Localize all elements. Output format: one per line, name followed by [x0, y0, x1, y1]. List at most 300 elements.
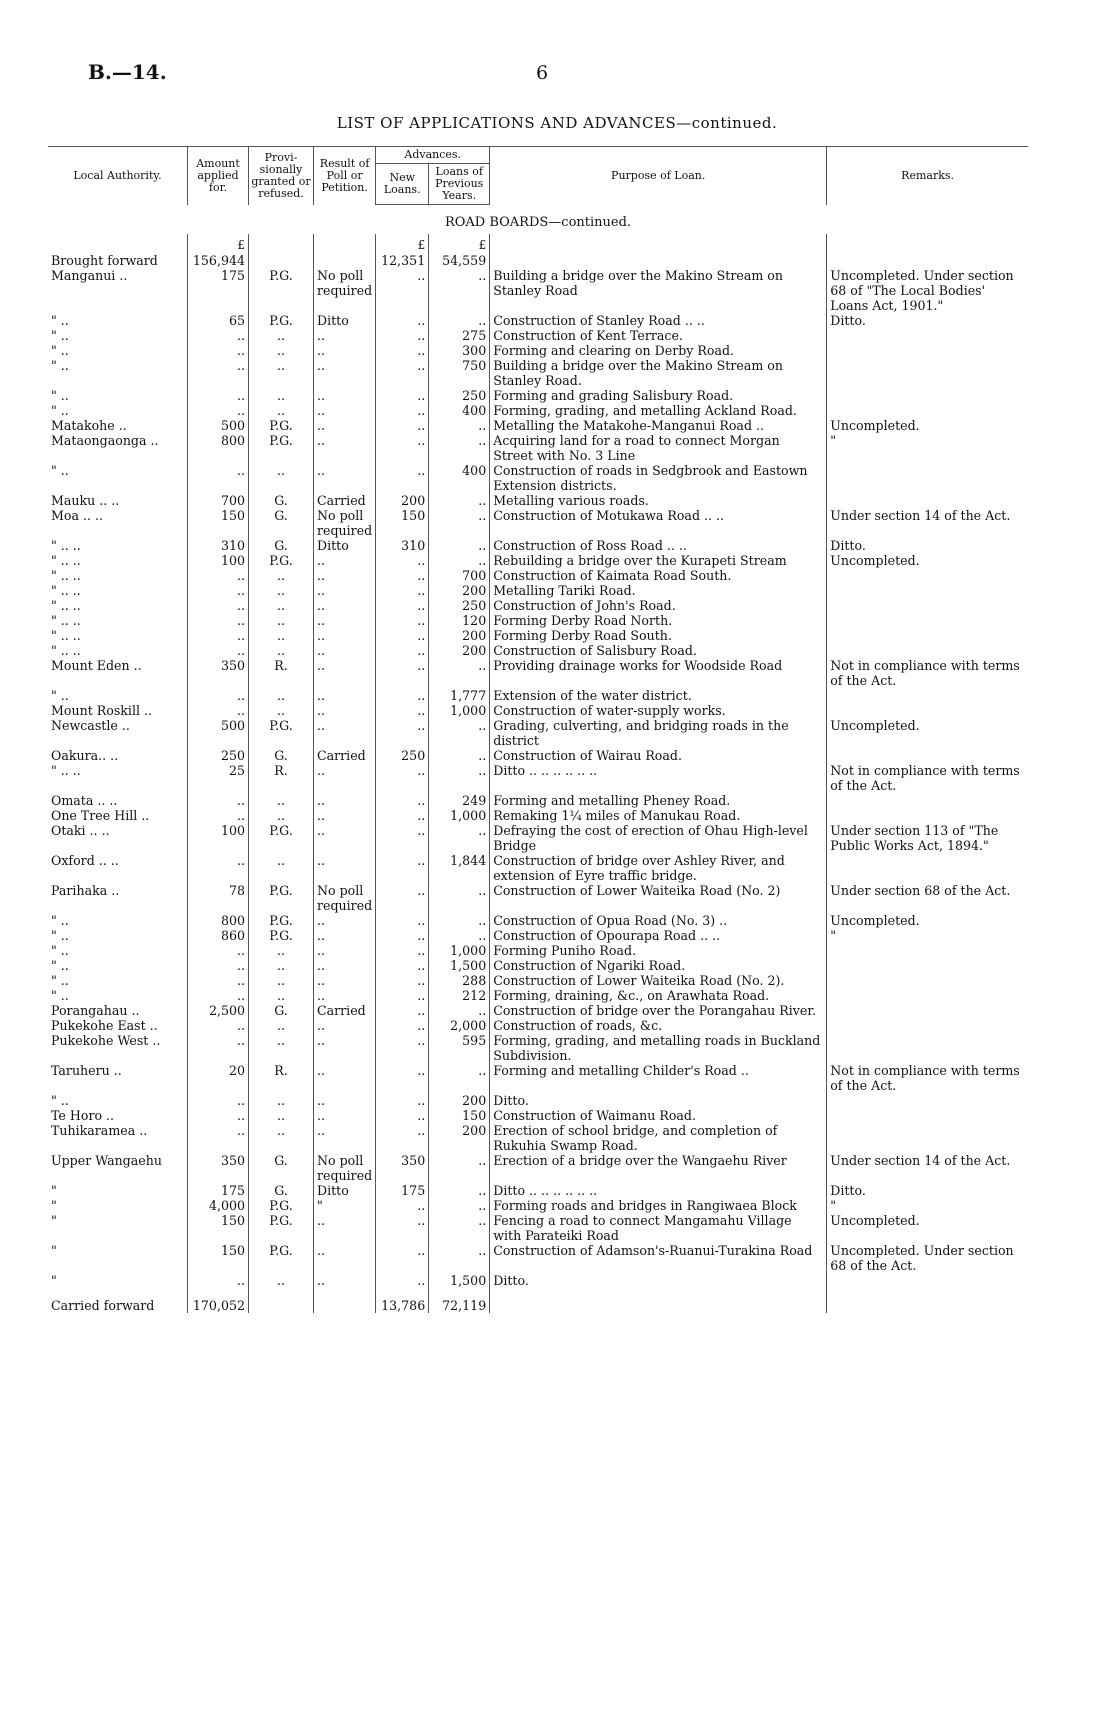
result-cell: ..: [314, 418, 376, 433]
remarks-cell: Ditto.: [830, 313, 866, 328]
purpose-cell: Construction of Kent Terrace.: [490, 328, 827, 343]
new-loans-cell: ..: [376, 1273, 429, 1288]
remarks-cell: [827, 688, 1028, 703]
new-loans-cell: ..: [376, 658, 429, 688]
authority-cell: " ..: [48, 403, 188, 418]
purpose-cell: Metalling various roads.: [490, 493, 827, 508]
purpose-cell: Forming and grading Salisbury Road.: [490, 388, 827, 403]
purpose-cell: Construction of Ross Road .. ..: [490, 538, 827, 553]
previous-loans-cell: 300: [429, 343, 490, 358]
section-heading: ROAD BOARDS—continued.: [444, 215, 632, 230]
remarks-cell: [827, 988, 1028, 1003]
amount-cell: ..: [188, 793, 249, 808]
previous-loans-cell: 1,500: [429, 1273, 490, 1288]
previous-loans-cell: 212: [429, 988, 490, 1003]
previous-loans-cell: ..: [429, 433, 490, 463]
purpose-cell: Ditto.: [490, 1273, 827, 1288]
purpose-cell: Construction of Opourapa Road .. ..: [490, 928, 827, 943]
provisional-cell: ..: [249, 1108, 314, 1123]
authority-cell: Taruheru ..: [48, 1063, 188, 1093]
provisional-cell: ..: [249, 688, 314, 703]
provisional-cell: ..: [249, 583, 314, 598]
provisional-cell: P.G.: [249, 313, 314, 328]
amount-cell: ..: [188, 808, 249, 823]
amount-cell: 25: [188, 763, 249, 793]
purpose-cell: Construction of water-supply works.: [490, 703, 827, 718]
amount-cell: 500: [188, 418, 249, 433]
table-row: [48, 1003, 1028, 1018]
previous-loans-cell: ..: [429, 418, 490, 433]
provisional-cell: P.G.: [249, 418, 314, 433]
authority-cell: " ..: [48, 313, 188, 328]
result-cell: ..: [314, 643, 376, 658]
purpose-cell: Forming, draining, &c., on Arawhata Road.: [490, 988, 827, 1003]
amount-cell: ..: [188, 358, 249, 388]
purpose-cell: Forming Derby Road North.: [490, 613, 827, 628]
new-loans-cell: ..: [376, 1018, 429, 1033]
remarks-cell: [827, 1273, 1028, 1288]
result-cell: ..: [314, 583, 376, 598]
purpose-cell: Construction of Salisbury Road.: [490, 643, 827, 658]
provisional-cell: ..: [249, 403, 314, 418]
carried-new-loans: 13,786: [376, 1288, 429, 1313]
remarks-cell: [827, 703, 1028, 718]
amount-cell: 150: [188, 1213, 249, 1243]
purpose-cell: Fencing a road to connect Mangamahu Village with Parateiki Road: [490, 1213, 827, 1243]
result-cell: ..: [314, 1018, 376, 1033]
new-loans-cell: ..: [376, 598, 429, 613]
remarks-cell: [827, 1108, 1028, 1123]
result-cell: ..: [314, 718, 376, 748]
purpose-cell: Construction of Opua Road (No. 3) ..: [490, 913, 827, 928]
previous-loans-cell: 200: [429, 583, 490, 598]
result-cell: ..: [314, 1213, 376, 1243]
provisional-cell: R.: [249, 763, 314, 793]
remarks-cell: [827, 253, 1028, 268]
purpose-cell: Forming Puniho Road.: [490, 943, 827, 958]
amount-cell: 700: [188, 493, 249, 508]
amount-cell: 800: [188, 913, 249, 928]
purpose-cell: Forming, grading, and metalling roads in Buckland Subdivision.: [490, 1033, 827, 1063]
table-row: [48, 718, 1028, 748]
authority-cell: " ..: [48, 988, 188, 1003]
provisional-cell: ..: [249, 358, 314, 388]
provisional-cell: ..: [249, 853, 314, 883]
result-cell: No poll required: [314, 1153, 376, 1183]
provisional-cell: P.G.: [249, 718, 314, 748]
remarks-cell: Not in compliance with terms of the Act.: [830, 763, 1020, 793]
new-loans-cell: 175: [376, 1183, 429, 1198]
purpose-cell: Providing drainage works for Woodside Road: [490, 658, 827, 688]
amount-cell: ..: [188, 1273, 249, 1288]
remarks-cell: Not in compliance with terms of the Act.: [830, 658, 1020, 688]
table-row: [48, 748, 1028, 763]
amount-cell: 65: [188, 313, 249, 328]
col-remarks: Remarks.: [827, 147, 1028, 205]
result-cell: ..: [314, 1093, 376, 1108]
result-cell: ..: [314, 1063, 376, 1093]
table-row: [48, 463, 1028, 493]
table-row: [48, 598, 1028, 613]
purpose-cell: Construction of Adamson's-Ruanui-Turakina Road: [490, 1243, 827, 1273]
amount-cell: ..: [188, 643, 249, 658]
remarks-cell: ": [830, 433, 837, 448]
purpose-cell: Construction of roads, &c.: [490, 1018, 827, 1033]
provisional-cell: ..: [249, 1123, 314, 1153]
remarks-cell: [827, 628, 1028, 643]
authority-cell: Brought forward: [48, 253, 188, 268]
table-row: [48, 958, 1028, 973]
new-loans-cell: ..: [376, 553, 429, 568]
purpose-cell: Acquiring land for a road to connect Morgan Street with No. 3 Line: [490, 433, 827, 463]
authority-cell: Te Horo ..: [48, 1108, 188, 1123]
result-cell: Carried: [314, 748, 376, 763]
remarks-cell: Under section 113 of "The Public Works Act, 1894.": [830, 823, 999, 853]
purpose-cell: Remaking 1¼ miles of Manukau Road.: [490, 808, 827, 823]
remarks-cell: [827, 1093, 1028, 1108]
new-loans-cell: ..: [376, 763, 429, 793]
amount-cell: 175: [188, 1183, 249, 1198]
new-loans-cell: ..: [376, 643, 429, 658]
new-loans-cell: 12,351: [376, 253, 429, 268]
result-cell: ..: [314, 688, 376, 703]
previous-loans-cell: 288: [429, 973, 490, 988]
table-row: [48, 433, 1028, 463]
remarks-cell: Not in compliance with terms of the Act.: [830, 1063, 1020, 1093]
new-loans-cell: ..: [376, 343, 429, 358]
table-row: [48, 1108, 1028, 1123]
provisional-cell: P.G.: [249, 1198, 314, 1213]
authority-cell: " .. ..: [48, 538, 188, 553]
provisional-cell: G.: [249, 748, 314, 763]
new-loans-cell: ..: [376, 988, 429, 1003]
new-loans-cell: ..: [376, 688, 429, 703]
authority-cell: " .. ..: [48, 763, 188, 793]
new-loans-cell: ..: [376, 388, 429, 403]
new-loans-cell: ..: [376, 463, 429, 493]
remarks-cell: [827, 748, 1028, 763]
table-row: [48, 853, 1028, 883]
remarks-cell: [827, 568, 1028, 583]
amount-cell: 150: [188, 1243, 249, 1273]
remarks-cell: Under section 14 of the Act.: [830, 1153, 1011, 1168]
result-cell: Carried: [314, 493, 376, 508]
previous-loans-cell: ..: [429, 538, 490, 553]
previous-loans-cell: ..: [429, 883, 490, 913]
page-number: 6: [536, 62, 549, 84]
authority-cell: " .. ..: [48, 643, 188, 658]
remarks-cell: [827, 613, 1028, 628]
amount-cell: 100: [188, 823, 249, 853]
provisional-cell: G.: [249, 493, 314, 508]
new-loans-cell: ..: [376, 268, 429, 313]
col-purpose: Purpose of Loan.: [490, 147, 827, 205]
new-loans-cell: ..: [376, 943, 429, 958]
amount-cell: ..: [188, 613, 249, 628]
purpose-cell: Construction of Wairau Road.: [490, 748, 827, 763]
new-loans-cell: ..: [376, 928, 429, 943]
table-row: [48, 823, 1028, 853]
amount-cell: ..: [188, 1108, 249, 1123]
new-loans-cell: ..: [376, 1093, 429, 1108]
remarks-cell: [827, 808, 1028, 823]
amount-cell: ..: [188, 1033, 249, 1063]
table-row: [48, 1183, 1028, 1198]
purpose-cell: Metalling the Matakohe-Manganui Road ..: [490, 418, 827, 433]
purpose-cell: Building a bridge over the Makino Stream on Stanley Road.: [490, 358, 827, 388]
result-cell: ..: [314, 703, 376, 718]
purpose-cell: Construction of Kaimata Road South.: [490, 568, 827, 583]
table-row: [48, 358, 1028, 388]
table-row: [48, 343, 1028, 358]
new-loans-cell: ..: [376, 583, 429, 598]
provisional-cell: G.: [249, 1183, 314, 1198]
amount-cell: ..: [188, 583, 249, 598]
authority-cell: ": [48, 1183, 188, 1198]
result-cell: ..: [314, 628, 376, 643]
remarks-cell: Uncompleted.: [830, 418, 920, 433]
provisional-cell: G.: [249, 508, 314, 538]
purpose-cell: Forming, grading, and metalling Ackland Road.: [490, 403, 827, 418]
authority-cell: Mataongaonga ..: [48, 433, 188, 463]
result-cell: ..: [314, 433, 376, 463]
table-row: [48, 538, 1028, 553]
new-loans-cell: ..: [376, 403, 429, 418]
remarks-cell: [827, 388, 1028, 403]
previous-loans-cell: 750: [429, 358, 490, 388]
authority-cell: " ..: [48, 958, 188, 973]
purpose-cell: Construction of Ngariki Road.: [490, 958, 827, 973]
result-cell: Carried: [314, 1003, 376, 1018]
authority-cell: Tuhikaramea ..: [48, 1123, 188, 1153]
remarks-cell: [827, 1018, 1028, 1033]
provisional-cell: ..: [249, 1033, 314, 1063]
provisional-cell: ..: [249, 343, 314, 358]
col-result: Result of Poll or Petition.: [314, 147, 376, 205]
remarks-cell: [827, 358, 1028, 388]
result-cell: Ditto: [314, 313, 376, 328]
table-row: [48, 793, 1028, 808]
previous-loans-cell: ..: [429, 493, 490, 508]
result-cell: ..: [314, 823, 376, 853]
previous-loans-cell: ..: [429, 1003, 490, 1018]
remarks-cell: ": [830, 1198, 837, 1213]
table-row: [48, 628, 1028, 643]
provisional-cell: ..: [249, 958, 314, 973]
previous-loans-cell: ..: [429, 268, 490, 313]
result-cell: Ditto: [314, 538, 376, 553]
previous-loans-cell: 1,000: [429, 703, 490, 718]
authority-cell: " ..: [48, 343, 188, 358]
purpose-cell: Metalling Tariki Road.: [490, 583, 827, 598]
previous-loans-cell: 150: [429, 1108, 490, 1123]
amount-cell: ..: [188, 328, 249, 343]
new-loans-cell: ..: [376, 313, 429, 328]
remarks-cell: [827, 793, 1028, 808]
new-loans-cell: 200: [376, 493, 429, 508]
previous-loans-cell: 1,000: [429, 808, 490, 823]
authority-cell: " ..: [48, 973, 188, 988]
authority-cell: Mount Eden ..: [48, 658, 188, 688]
new-loans-cell: 250: [376, 748, 429, 763]
amount-cell: ..: [188, 1093, 249, 1108]
remarks-cell: [827, 1003, 1028, 1018]
result-cell: ..: [314, 403, 376, 418]
purpose-cell: Extension of the water district.: [490, 688, 827, 703]
provisional-cell: P.G.: [249, 553, 314, 568]
result-cell: ..: [314, 958, 376, 973]
provisional-cell: ..: [249, 793, 314, 808]
authority-cell: Manganui ..: [48, 268, 188, 313]
provisional-cell: ..: [249, 388, 314, 403]
new-loans-cell: ..: [376, 1213, 429, 1243]
purpose-cell: Erection of school bridge, and completion of Rukuhia Swamp Road.: [490, 1123, 827, 1153]
authority-cell: " ..: [48, 463, 188, 493]
amount-cell: ..: [188, 973, 249, 988]
amount-cell: 310: [188, 538, 249, 553]
remarks-cell: [827, 463, 1028, 493]
table-row: [48, 1033, 1028, 1063]
amount-cell: ..: [188, 388, 249, 403]
table-row: [48, 403, 1028, 418]
result-cell: ..: [314, 943, 376, 958]
remarks-cell: Uncompleted.: [830, 913, 920, 928]
amount-cell: ..: [188, 568, 249, 583]
provisional-cell: R.: [249, 1063, 314, 1093]
purpose-cell: Construction of Waimanu Road.: [490, 1108, 827, 1123]
provisional-cell: ..: [249, 613, 314, 628]
new-loans-cell: ..: [376, 793, 429, 808]
authority-cell: " .. ..: [48, 583, 188, 598]
authority-cell: " ..: [48, 913, 188, 928]
col-advances: Advances.: [376, 147, 490, 164]
purpose-cell: Construction of roads in Sedgbrook and Eastown Extension districts.: [490, 463, 827, 493]
remarks-cell: [827, 583, 1028, 598]
table-row: [48, 1273, 1028, 1288]
new-loans-cell: ..: [376, 358, 429, 388]
new-loans-cell: ..: [376, 853, 429, 883]
provisional-cell: P.G.: [249, 1243, 314, 1273]
previous-loans-cell: 2,000: [429, 1018, 490, 1033]
authority-cell: " ..: [48, 358, 188, 388]
table-row: [48, 253, 1028, 268]
table-row: [48, 1123, 1028, 1153]
previous-loans-cell: 1,500: [429, 958, 490, 973]
provisional-cell: ..: [249, 808, 314, 823]
remarks-cell: [827, 598, 1028, 613]
remarks-cell: Uncompleted.: [830, 718, 920, 733]
amount-cell: ..: [188, 628, 249, 643]
purpose-cell: Forming roads and bridges in Rangiwaea Block: [490, 1198, 827, 1213]
unit-pound: £: [376, 234, 429, 253]
result-cell: ..: [314, 598, 376, 613]
result-cell: No poll required: [314, 508, 376, 538]
previous-loans-cell: 595: [429, 1033, 490, 1063]
previous-loans-cell: 120: [429, 613, 490, 628]
amount-cell: 350: [188, 658, 249, 688]
table-row: [48, 313, 1028, 328]
new-loans-cell: ..: [376, 1243, 429, 1273]
authority-cell: ": [48, 1198, 188, 1213]
remarks-cell: [827, 853, 1028, 883]
result-cell: ..: [314, 973, 376, 988]
table-row: [48, 1198, 1028, 1213]
page-title: LIST OF APPLICATIONS AND ADVANCES—continued.: [336, 114, 778, 132]
amount-cell: 350: [188, 1153, 249, 1183]
amount-cell: 4,000: [188, 1198, 249, 1213]
remarks-cell: Ditto.: [830, 1183, 866, 1198]
authority-cell: ": [48, 1273, 188, 1288]
result-cell: ..: [314, 463, 376, 493]
table-row: [48, 553, 1028, 568]
previous-loans-cell: ..: [429, 1183, 490, 1198]
purpose-cell: Forming and metalling Childer's Road ..: [490, 1063, 827, 1093]
result-cell: ": [314, 1198, 376, 1213]
new-loans-cell: ..: [376, 973, 429, 988]
previous-loans-cell: 400: [429, 403, 490, 418]
purpose-cell: Construction of bridge over Ashley River, and extension of Eyre traffic bridge.: [490, 853, 827, 883]
table-row: [48, 928, 1028, 943]
authority-cell: Omata .. ..: [48, 793, 188, 808]
previous-loans-cell: 200: [429, 1123, 490, 1153]
previous-loans-cell: ..: [429, 1063, 490, 1093]
new-loans-cell: ..: [376, 418, 429, 433]
provisional-cell: P.G.: [249, 268, 314, 313]
authority-cell: " ..: [48, 943, 188, 958]
authority-cell: Pukekohe East ..: [48, 1018, 188, 1033]
new-loans-cell: ..: [376, 1198, 429, 1213]
purpose-cell: Forming Derby Road South.: [490, 628, 827, 643]
new-loans-cell: 150: [376, 508, 429, 538]
remarks-cell: [827, 343, 1028, 358]
result-cell: ..: [314, 928, 376, 943]
table-row: [48, 613, 1028, 628]
carried-previous-loans: 72,119: [429, 1288, 490, 1313]
previous-loans-cell: 249: [429, 793, 490, 808]
amount-cell: 20: [188, 1063, 249, 1093]
remarks-cell: Under section 68 of the Act.: [830, 883, 1011, 898]
authority-cell: " ..: [48, 388, 188, 403]
amount-cell: 78: [188, 883, 249, 913]
result-cell: No poll required: [314, 268, 376, 313]
col-new-loans: New Loans.: [376, 164, 429, 205]
amount-cell: 860: [188, 928, 249, 943]
previous-loans-cell: 700: [429, 568, 490, 583]
previous-loans-cell: 1,844: [429, 853, 490, 883]
purpose-cell: Construction of Lower Waiteika Road (No. 2): [490, 883, 827, 913]
amount-cell: ..: [188, 688, 249, 703]
authority-cell: Mount Roskill ..: [48, 703, 188, 718]
remarks-cell: [827, 973, 1028, 988]
provisional-cell: P.G.: [249, 928, 314, 943]
new-loans-cell: ..: [376, 883, 429, 913]
remarks-cell: Uncompleted. Under section 68 of the Act.: [830, 1243, 1014, 1273]
provisional-cell: ..: [249, 1273, 314, 1288]
previous-loans-cell: ..: [429, 1213, 490, 1243]
provisional-cell: ..: [249, 988, 314, 1003]
amount-cell: 500: [188, 718, 249, 748]
purpose-cell: Rebuilding a bridge over the Kurapeti Stream: [490, 553, 827, 568]
table-row: [48, 1093, 1028, 1108]
provisional-cell: G.: [249, 1003, 314, 1018]
purpose-cell: Forming and clearing on Derby Road.: [490, 343, 827, 358]
remarks-cell: Uncompleted. Under section 68 of "The Local Bodies' Loans Act, 1901.": [830, 268, 1014, 313]
col-authority: Local Authority.: [48, 147, 188, 205]
authority-cell: " ..: [48, 688, 188, 703]
result-cell: ..: [314, 1033, 376, 1063]
provisional-cell: ..: [249, 643, 314, 658]
provisional-cell: ..: [249, 628, 314, 643]
